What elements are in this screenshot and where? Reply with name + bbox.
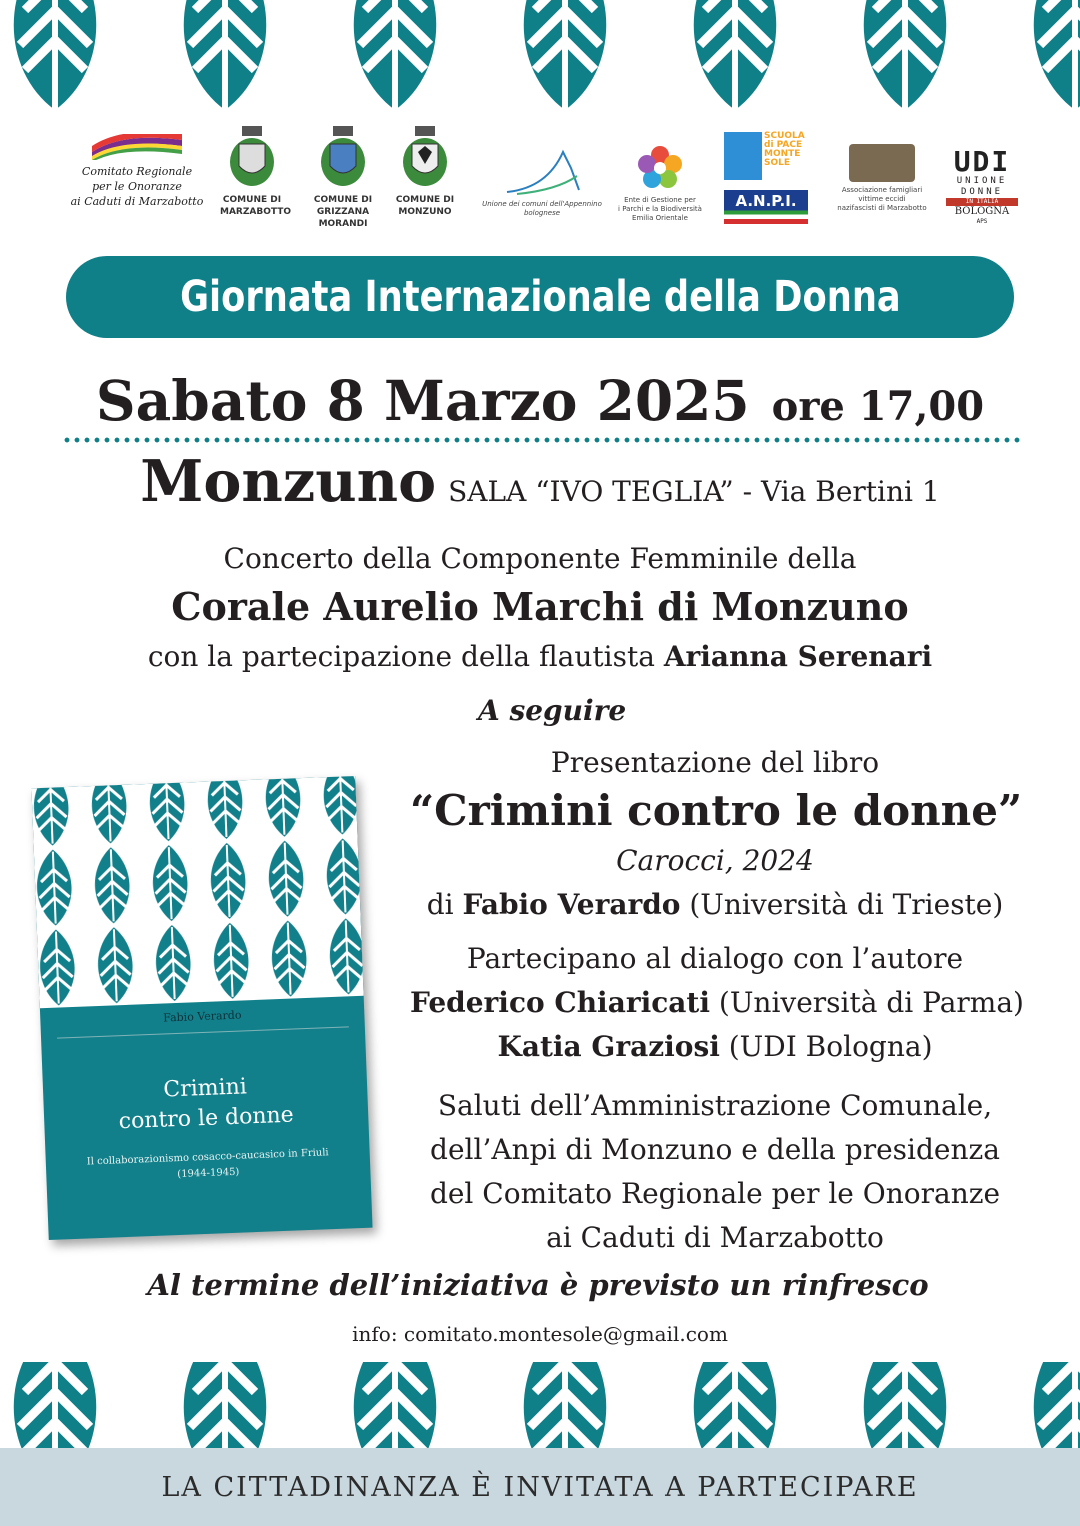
anpi-logo	[724, 190, 808, 224]
comitato-name	[62, 164, 212, 209]
comune-label: COMUNE DI	[313, 195, 373, 205]
greetings-line: del Comitato Regionale per le Onoranze	[429, 1177, 1001, 1210]
anpi-text: A.N.P.I.	[735, 192, 797, 210]
book-cover-title-line: Crimini	[162, 1074, 248, 1103]
greetings	[410, 1084, 1020, 1260]
greetings-line: dell’Anpi di Monzuno e della presidenza	[430, 1133, 1000, 1166]
flower-icon	[636, 144, 684, 192]
dotted-divider	[62, 436, 1020, 444]
comune-name: GRIZZANA MORANDI	[316, 207, 370, 229]
participant-2	[410, 1030, 1020, 1063]
top-leaf-pattern	[0, 0, 1080, 110]
dove-icon	[724, 132, 762, 180]
greetings-line: Saluti dell’Amministrazione Comunale,	[437, 1089, 993, 1122]
event-title-banner	[66, 256, 1014, 338]
contact-info: info: comitato.montesole@gmail.com	[352, 1322, 728, 1346]
scuola-pace-text	[762, 132, 805, 180]
scuola-pace-mark	[724, 132, 808, 180]
participant-name: Federico Chiaricati	[410, 986, 710, 1019]
footer-invitation: LA CITTADINANZA È INVITATA A PARTECIPARE	[161, 1471, 919, 1503]
leaf-pattern-graphic	[31, 776, 363, 1008]
associazione-line: vittime eccidi	[858, 195, 906, 203]
udi-mark: UDI	[953, 145, 1011, 178]
ente-line: Ente di Gestione per	[624, 196, 696, 204]
book-cover-pattern	[31, 776, 363, 1008]
participant-affiliation: (UDI Bologna)	[719, 1030, 933, 1063]
book-author-line	[410, 888, 1020, 921]
concert-guest-line	[0, 640, 1080, 673]
scuola-pace-logo	[724, 132, 808, 224]
concert-choir: Corale Aurelio Marchi di Monzuno	[171, 584, 909, 629]
comune-label: COMUNE DI	[395, 195, 455, 205]
event-place-line	[0, 448, 1080, 515]
bottom-leaf-pattern	[0, 1362, 1080, 1448]
closing-note: Al termine dell’iniziativa è previsto un rinfresco	[147, 1268, 929, 1302]
book-cover-title	[43, 1068, 369, 1140]
comitato-regionale-logo	[62, 134, 212, 209]
comitato-line: Comitato Regionale	[81, 165, 193, 178]
event-date: Sabato 8 Marzo 2025	[95, 368, 750, 433]
sponsor-logos	[0, 120, 1080, 240]
scuola-line: di PACE	[764, 140, 803, 150]
coat-of-arms-icon	[225, 124, 279, 190]
memorial-image	[849, 144, 915, 182]
book-publisher: Carocci, 2024	[616, 844, 814, 877]
leaf-pattern-graphic	[0, 1362, 1080, 1448]
comune-grizzana-logo	[296, 124, 390, 230]
event-town: Monzuno	[140, 448, 437, 515]
footer-bar	[0, 1448, 1080, 1526]
udi-line: DONNE	[960, 187, 1004, 197]
mountain-swoosh-icon	[487, 148, 597, 196]
book-cover-author: Fabio Verardo	[162, 1008, 242, 1025]
associazione-line: Associazione famigliari	[841, 186, 923, 194]
comune-grizzana-name	[296, 194, 390, 230]
book-cover-title-line: contro le donne	[118, 1102, 295, 1135]
dialog-intro: Partecipano al dialogo con l’autore	[466, 942, 964, 975]
comune-monzuno-logo	[394, 124, 456, 218]
book-cover-subtitle-line: Il collaborazionismo cosacco-caucasico in Friuli	[86, 1147, 329, 1168]
book-intro: Presentazione del libro	[550, 746, 880, 779]
comune-label: COMUNE DI	[222, 195, 282, 205]
udi-bologna-logo	[946, 145, 1018, 225]
event-title: Giornata Internazionale della Donna	[179, 272, 901, 322]
unione-comuni-logo	[472, 148, 612, 218]
comune-name: MARZABOTTO	[220, 207, 291, 217]
book-cover-subtitle	[46, 1144, 371, 1188]
event-venue: SALA “IVO TEGLIA” - Via Bertini 1	[448, 475, 940, 508]
coat-of-arms-icon	[398, 124, 452, 190]
scuola-line: SCUOLA	[764, 131, 805, 141]
concert-intro: Concerto della Componente Femminile della	[223, 542, 857, 575]
leaf-pattern-graphic	[0, 0, 1080, 110]
book-author-prefix: di	[426, 888, 463, 921]
book-title: “Crimini contro le donne”	[410, 786, 1023, 835]
ente-parchi-logo	[618, 144, 702, 223]
unione-name: Unione dei comuni dell'Appennino bolognese	[482, 200, 602, 217]
udi-city: BOLOGNA	[954, 206, 1010, 217]
comune-marzabotto-name	[220, 194, 291, 218]
comune-name: MONZUNO	[398, 207, 452, 217]
event-time: ore 17,00	[771, 383, 985, 430]
comune-monzuno-name	[394, 194, 456, 218]
participant-1	[410, 986, 1024, 1019]
scuola-line: SOLE	[764, 158, 791, 168]
concert-guest-name: Arianna Serenari	[663, 640, 933, 673]
ente-line: Emilia Orientale	[632, 214, 688, 222]
participant-name: Katia Graziosi	[497, 1030, 720, 1063]
associazione-famigliari-logo	[830, 144, 934, 213]
book-author: Fabio Verardo	[462, 888, 681, 921]
coat-of-arms-icon	[316, 124, 370, 190]
book-cover-image	[31, 776, 372, 1240]
concert-guest-intro: con la partecipazione della flautista	[147, 640, 664, 673]
ente-parchi-name	[618, 196, 702, 223]
comitato-line: ai Caduti di Marzabotto	[70, 195, 204, 208]
rainbow-flag-icon	[82, 134, 192, 160]
comune-marzabotto-logo	[220, 124, 291, 218]
ente-line: i Parchi e la Biodiversità	[618, 205, 702, 213]
comitato-line: per le Onoranze	[92, 180, 182, 193]
book-cover-subtitle-line: (1944-1945)	[177, 1166, 240, 1181]
book-author-affiliation: (Università di Trieste)	[680, 888, 1004, 921]
a-seguire: A seguire	[478, 694, 627, 727]
associazione-name	[830, 186, 934, 213]
participant-affiliation: (Università di Parma)	[710, 986, 1024, 1019]
udi-aps: APS	[976, 218, 988, 225]
scuola-line: MONTE	[764, 149, 801, 159]
associazione-line: nazifascisti di Marzabotto	[837, 204, 927, 212]
event-date-line	[0, 368, 1080, 433]
greetings-line: ai Caduti di Marzabotto	[546, 1221, 884, 1254]
udi-line: UNIONE	[956, 176, 1008, 186]
book-cover-divider	[57, 1026, 349, 1038]
udi-line: IN ITALIA	[946, 198, 1018, 206]
